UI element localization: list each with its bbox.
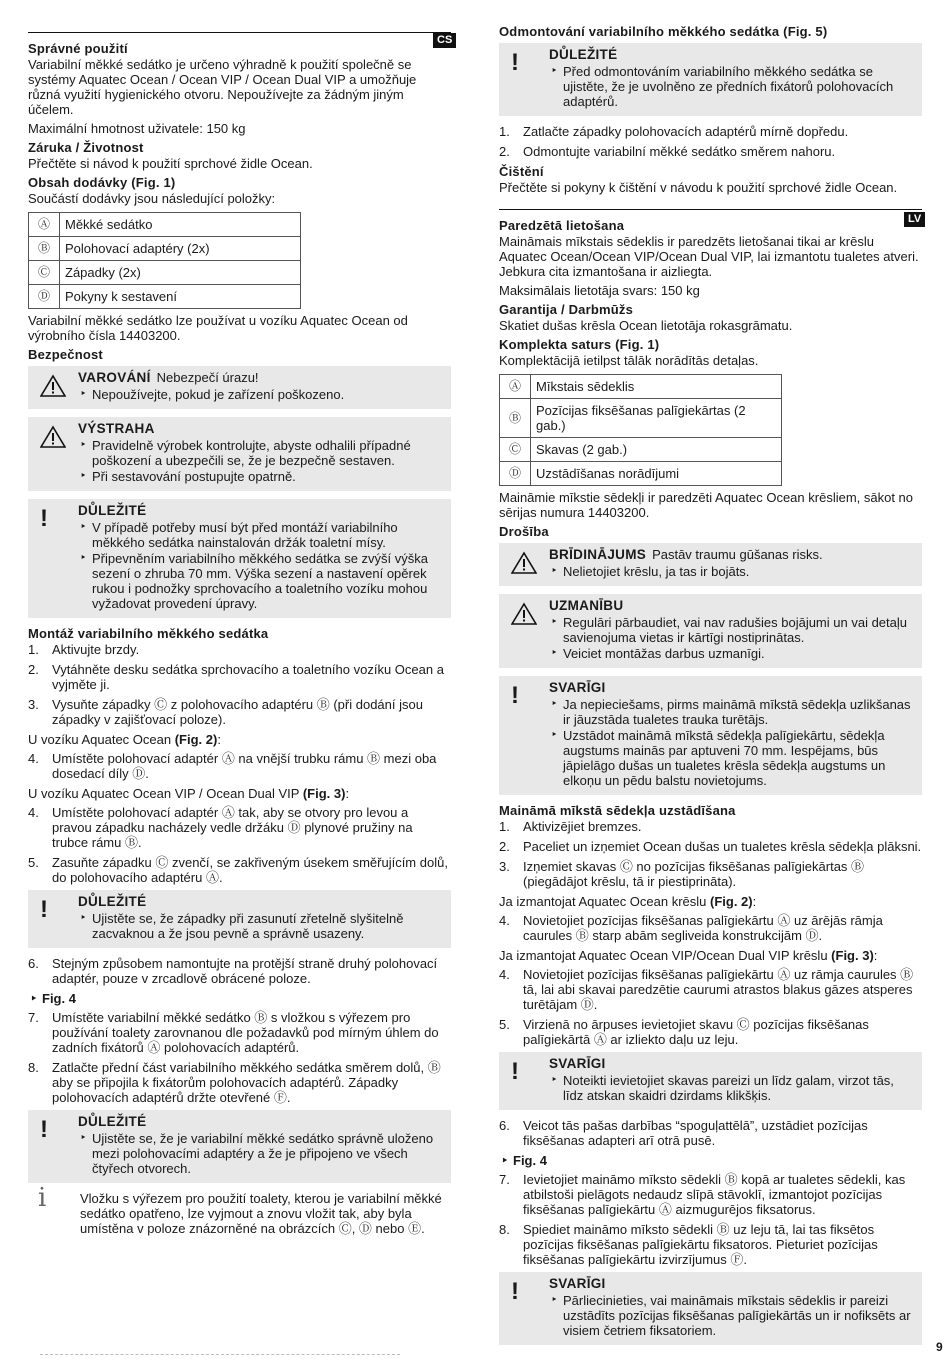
cs-heading-mount: Montáž variabilního měkkého sedátka	[28, 626, 269, 641]
list-item: ‣ Před odmontováním variabilního měkkého sedátka se ujistěte, že je uvolněno ze předních fixátorů polohovacích adaptérů.	[563, 64, 916, 109]
lv-text-use: Maināmais mīkstais sēdeklis ir paredzēts lietošanai tikai ar krēslu Aquatec Ocean/Ocean VIP/Ocean Dual VIP, lai izmantotu tualetes atveri. Jebkura cita izmantošana ir aizliegta.	[499, 234, 919, 279]
list-item	[499, 1017, 922, 1047]
page-number: 9	[936, 1340, 943, 1354]
cs-language-tag: CS	[433, 33, 456, 48]
lv-warning-note	[499, 543, 922, 586]
step-number: 4.	[499, 913, 510, 928]
step-number: 8.	[499, 1222, 510, 1237]
cs-subheading-ocean	[28, 732, 451, 747]
lv-text-warranty: Skatiet dušas krēsla Ocean lietotāja rokasgrāmatu.	[499, 318, 793, 333]
cs-heading-dismount: Odmontování variabilního měkkého sedátka (Fig. 5)	[499, 24, 828, 39]
cs-steps-6	[28, 956, 451, 986]
cs-sub-b-end: :	[345, 786, 350, 801]
cs-important-title-2: DŮLEŽITÉ	[78, 894, 147, 909]
list-item	[28, 1010, 451, 1055]
step-number: 4.	[28, 805, 39, 820]
lv-warning-title: BRĪDINĀJUMS	[549, 547, 647, 562]
lv-important-note-2	[499, 1052, 922, 1110]
lv-sub-b-fig: (Fig. 3)	[831, 948, 874, 963]
step-number: 5.	[28, 855, 39, 870]
cs-part-value: Západky (2x)	[60, 261, 301, 285]
lv-language-tag: LV	[904, 212, 925, 227]
step-text: Umístěte variabilní měkké sedátko Ⓑ s vložkou s výřezem pro používání toalety zarovnanou dle požadavků pod mírným úhlem do zadních fixátorů Ⓐ polohovacích adaptérů.	[52, 1010, 439, 1055]
lv-parts-table	[499, 374, 782, 486]
table-row	[29, 261, 301, 285]
bottom-divider	[40, 1354, 400, 1355]
list-item: ‣ Nelietojiet krēslu, ja tas ir bojāts.	[563, 564, 916, 579]
step-text: Zatlačte západky polohovacích adaptérů mírně dopředu.	[523, 124, 849, 139]
cs-part-value: Polohovací adaptéry (2x)	[60, 237, 301, 261]
lv-steps-ocean	[499, 913, 922, 943]
cs-warning-subtitle: Nebezpečí úrazu!	[156, 370, 259, 385]
step-number: 2.	[499, 144, 510, 159]
cs-part-key: Ⓐ	[29, 213, 60, 237]
cs-text-serial: Variabilní měkké sedátko lze používat u vozíku Aquatec Ocean od výrobního čísla 14403200.	[28, 313, 408, 343]
cs-part-key: Ⓑ	[29, 237, 60, 261]
lv-part-key: Ⓒ	[500, 438, 531, 462]
lv-heading-mount: Maināmā mīkstā sēdekļa uzstādīšana	[499, 803, 736, 818]
lv-part-key: Ⓑ	[500, 399, 531, 438]
lv-warning-subtitle: Pastāv traumu gūšanas risks.	[652, 547, 823, 562]
lv-subheading-vip	[499, 948, 922, 963]
cs-text-weight: Maximální hmotnost uživatele: 150 kg	[28, 121, 246, 136]
step-number: 1.	[28, 642, 39, 657]
cs-text-warranty: Přečtěte si návod k použití sprchové židle Ocean.	[28, 156, 313, 171]
list-item: ‣ Uzstādot maināmā mīkstā sēdekļa palīgiekārtu, sēdekļa augstums mainās par aptuveni 70 mm. Iespējams, būs jāpielāgo dušas un tualetes krēsla sēdekļa augstums un elkoņu un pēdu balstu novietojums.	[563, 728, 916, 788]
list-item: ‣ Pārliecinieties, vai maināmais mīkstais sēdeklis ir pareizi uzstādīts pozīcijas fiksēšanas palīgiekārtās un ir nofiksēts ar visiem četriem fiksatoriem.	[563, 1293, 916, 1338]
list-item: ‣ Ujistěte se, že je variabilní měkké sedátko správně uloženo mezi polohovacími adaptéry a že je připojeno ve všech čtyřech otvorech.	[92, 1131, 445, 1176]
table-row	[29, 285, 301, 309]
cs-info-text: Vložku s výřezem pro použití toalety, kterou je variabilní měkké sedátko opatřeno, lze vyjmout a znovu vložit tak, aby byla umístěna v poloze znázorněné na obrázcích Ⓒ, Ⓓ nebo Ⓔ.	[80, 1191, 442, 1236]
cs-subheading-vip	[28, 786, 451, 801]
list-item	[28, 956, 451, 986]
lv-part-key: Ⓓ	[500, 462, 531, 486]
lv-sub-b-text: Ja izmantojat Aquatec Ocean VIP/Ocean Dual VIP krēslu	[499, 948, 832, 963]
exclamation-icon: !	[511, 1278, 519, 1305]
list-item	[28, 662, 451, 692]
cs-mount-steps	[28, 642, 451, 727]
lv-important-title: SVARĪGI	[549, 680, 606, 695]
lv-subheading-ocean	[499, 894, 922, 909]
step-text: Virzienā no ārpuses ievietojiet skavu Ⓒ pozīcijas fiksēšanas palīgiekārtā Ⓐ ar izliekto daļu uz leju.	[523, 1017, 869, 1047]
cs-heading-safety: Bezpečnost	[28, 347, 103, 362]
lv-text-serial: Maināmie mīkstie sēdekļi ir paredzēti Aquatec Ocean krēsliem, sākot no sērijas numura 14403200.	[499, 490, 914, 520]
exclamation-icon: !	[511, 49, 519, 76]
table-row	[500, 438, 782, 462]
lv-important-title-3: SVARĪGI	[549, 1276, 606, 1291]
list-item: ‣ Regulāri pārbaudiet, vai nav radušies bojājumi un vai detaļu savienojuma vietas ir kārtīgi nostiprinātas.	[563, 615, 916, 645]
cs-parts-table	[28, 212, 301, 309]
step-number: 8.	[28, 1060, 39, 1075]
lv-text-weight: Maksimālais lietotāja svars: 150 kg	[499, 283, 700, 298]
list-item	[28, 642, 451, 657]
step-text: Ievietojiet maināmo mīksto sēdekli Ⓑ kopā ar tualetes sēdekli, kas atbilstoši pielāgots nedaudz slīpā stāvoklī, izmantojot pozīcijas fiksēšanas palīgiekārtu Ⓐ aizmugurējos fiksatorus.	[523, 1172, 906, 1217]
lv-steps-7-8	[499, 1172, 922, 1267]
table-row	[500, 462, 782, 486]
lv-caution-title: UZMANĪBU	[549, 598, 624, 613]
cs-sub-a-end: :	[217, 732, 221, 747]
step-text: Odmontujte variabilní měkké sedátko směrem nahoru.	[523, 144, 836, 159]
table-row	[500, 375, 782, 399]
step-text: Paceliet un izņemiet Ocean dušas un tualetes krēsla sēdekļa plāksni.	[523, 839, 922, 854]
exclamation-icon: !	[511, 1058, 519, 1085]
cs-steps-7-8	[28, 1010, 451, 1105]
cs-sub-b-text: U vozíku Aquatec Ocean VIP / Ocean Dual VIP	[28, 786, 303, 801]
step-number: 7.	[28, 1010, 39, 1025]
step-number: 7.	[499, 1172, 510, 1187]
cs-top-rule	[28, 32, 451, 33]
step-number: 3.	[499, 859, 510, 874]
warning-triangle-icon	[40, 374, 66, 403]
exclamation-icon: !	[511, 682, 519, 709]
cs-heading-use: Správné použití	[28, 41, 128, 56]
list-item: ‣ Při sestavování postupujte opatrně.	[92, 469, 445, 484]
step-number: 2.	[28, 662, 39, 677]
cs-caution-title: VÝSTRAHA	[78, 421, 155, 436]
step-number: 4.	[28, 751, 39, 766]
cs-part-value: Měkké sedátko	[60, 213, 301, 237]
cs-part-value: Pokyny k sestavení	[60, 285, 301, 309]
list-item	[499, 913, 922, 943]
step-text: Aktivizējiet bremzes.	[523, 819, 642, 834]
right-column	[499, 22, 922, 1353]
cs-important-note	[28, 499, 451, 618]
list-item: ‣ Ujistěte se, že západky při zasunutí zřetelně slyšitelně zacvaknou a že jsou pevně a správně usazeny.	[92, 911, 445, 941]
cs-heading-warranty: Záruka / Životnost	[28, 140, 144, 155]
step-text: Veicot tās pašas darbības “spoguļattēlā”, uzstādiet pozīcijas fiksēšanas adapteri arī otrā pusē.	[523, 1118, 868, 1148]
table-row	[29, 213, 301, 237]
cs-steps-ocean	[28, 751, 451, 781]
warning-triangle-icon	[511, 602, 537, 631]
list-item	[28, 1060, 451, 1105]
list-item	[499, 124, 922, 139]
list-item	[499, 1172, 922, 1217]
list-item	[499, 1118, 922, 1148]
list-item	[28, 697, 451, 727]
step-number: 1.	[499, 124, 510, 139]
lv-sub-b-end: :	[873, 948, 878, 963]
list-item	[499, 967, 922, 1012]
cs-fig4-label: ‣ Fig. 4	[28, 991, 451, 1006]
lv-top-rule	[499, 209, 922, 210]
step-text: Novietojiet pozīcijas fiksēšanas palīgiekārtu Ⓐ uz ārējās rāmja caurules Ⓑ starp abām segliveida konstrukcijām Ⓓ.	[523, 913, 883, 943]
cs-important-note-3	[28, 1110, 451, 1183]
czech-column	[28, 22, 451, 1240]
step-number: 2.	[499, 839, 510, 854]
cs-heading-delivery: Obsah dodávky (Fig. 1)	[28, 175, 176, 190]
list-item	[499, 1222, 922, 1267]
warning-triangle-icon	[511, 551, 537, 580]
lv-part-value: Skavas (2 gab.)	[531, 438, 782, 462]
cs-dismount-steps	[499, 124, 922, 159]
list-item	[499, 819, 922, 834]
lv-text-delivery: Komplektācijā ietilpst tālāk norādītās detaļas.	[499, 353, 759, 368]
list-item	[499, 859, 922, 889]
list-item: ‣ Veiciet montāžas darbus uzmanīgi.	[563, 646, 916, 661]
cs-part-key: Ⓓ	[29, 285, 60, 309]
step-text: Novietojiet pozīcijas fiksēšanas palīgiekārtu Ⓐ uz rāmja caurules Ⓑ tā, lai abi skavai paredzētie caurumi atrastos blakus gāzes atsperes turētājam Ⓓ.	[523, 967, 914, 1012]
list-item: ‣ Nepoužívejte, pokud je zařízení poškozeno.	[92, 387, 445, 402]
lv-steps-6	[499, 1118, 922, 1148]
lv-part-value: Uzstādīšanas norādījumi	[531, 462, 782, 486]
cs-text-delivery: Součástí dodávky jsou následující položky:	[28, 191, 276, 206]
step-number: 6.	[28, 956, 39, 971]
lv-sub-a-end: :	[752, 894, 757, 909]
step-number: 6.	[499, 1118, 510, 1133]
warning-triangle-icon	[40, 425, 66, 454]
lv-mount-steps	[499, 819, 922, 889]
cs-text-clean: Přečtěte si pokyny k čištění v návodu k použití sprchové židle Ocean.	[499, 180, 898, 195]
step-text: Aktivujte brzdy.	[52, 642, 140, 657]
cs-sub-b-fig: (Fig. 3)	[302, 786, 346, 801]
step-text: Umístěte polohovací adaptér Ⓐ na vnější trubku rámu Ⓑ mezi oba dosedací díly Ⓓ.	[52, 751, 437, 781]
lv-part-value: Pozīcijas fiksēšanas palīgiekārtas (2 gab.)	[531, 399, 782, 438]
cs-sub-a-text: U vozíku Aquatec Ocean	[28, 732, 175, 747]
list-item: ‣ V případě potřeby musí být před montáží variabilního měkkého sedátka nainstalován držák toaletní mísy.	[92, 520, 445, 550]
list-item	[499, 144, 922, 159]
list-item	[499, 839, 922, 854]
step-text: Vysuňte západky Ⓒ z polohovacího adaptéru Ⓑ (při dodání jsou západky v zajišťovací poloze).	[52, 697, 423, 727]
lv-caution-note	[499, 594, 922, 668]
cs-sub-a-fig: (Fig. 2)	[174, 732, 218, 747]
cs-important-note-4	[499, 43, 922, 116]
lv-part-value: Mīkstais sēdeklis	[531, 375, 782, 399]
lv-heading-use: Paredzētā lietošana	[499, 218, 625, 233]
step-text: Spiediet maināmo mīksto sēdekli Ⓑ uz leju tā, lai tas fiksētos pozīcijas fiksēšanas palīgiekārtu fiksatoros. Pieturiet pozīcijas fiksēšanas palīgiekārtu izvirzījumus Ⓕ.	[523, 1222, 878, 1267]
step-number: 1.	[499, 819, 510, 834]
step-text: Zatlačte přední část variabilního měkkého sedátka směrem dolů, Ⓑ aby se připojila k fixátorům polohovacích adaptérů. Západky polohovacích adaptérů držte otevřené Ⓕ.	[52, 1060, 441, 1105]
list-item	[28, 751, 451, 781]
table-row	[29, 237, 301, 261]
exclamation-icon: !	[40, 505, 48, 532]
list-item: ‣ Pravidelně výrobek kontrolujte, abyste odhalili případné poškození a ubezpečili se, že je bezpečně sestaven.	[92, 438, 445, 468]
list-item	[28, 855, 451, 885]
step-number: 4.	[499, 967, 510, 982]
cs-heading-clean: Čištění	[499, 164, 544, 179]
step-text: Vytáhněte desku sedátka sprchovacího a toaletního vozíku Ocean a vyjměte ji.	[52, 662, 444, 692]
lv-steps-vip	[499, 967, 922, 1047]
step-text: Stejným způsobem namontujte na protější straně druhý polohovací adaptér, pouze v zrcadlově obrácené poloze.	[52, 956, 438, 986]
cs-caution-note	[28, 417, 451, 491]
lv-part-key: Ⓐ	[500, 375, 531, 399]
step-text: Izņemiet skavas Ⓒ no pozīcijas fiksēšanas palīgiekārtas Ⓑ (piegādājot krēslu, tā ir piestiprināta).	[523, 859, 865, 889]
step-text: Umístěte polohovací adaptér Ⓐ tak, aby se otvory pro levou a pravou západku nacházely vedle držáku Ⓓ plynové pružiny na trubce rámu Ⓑ.	[52, 805, 413, 850]
info-icon: i	[38, 1183, 47, 1213]
cs-steps-vip	[28, 805, 451, 885]
lv-important-title-2: SVARĪGI	[549, 1056, 606, 1071]
cs-important-title: DŮLEŽITÉ	[78, 503, 147, 518]
table-row	[500, 399, 782, 438]
lv-fig4-label: ‣ Fig. 4	[499, 1153, 922, 1168]
step-text: Zasuňte západku Ⓒ zvenčí, se zakřiveným úsekem směřujícím dolů, do polohovacího adaptéru Ⓐ.	[52, 855, 448, 885]
list-item: ‣ Noteikti ievietojiet skavas pareizi un līdz galam, virzot tās, līdz atskan skaidri dzirdams klikšķis.	[563, 1073, 916, 1103]
lv-sub-a-text: Ja izmantojat Aquatec Ocean krēslu	[499, 894, 711, 909]
lv-important-note-3	[499, 1272, 922, 1345]
cs-important-note-2	[28, 890, 451, 948]
cs-part-key: Ⓒ	[29, 261, 60, 285]
lv-heading-delivery: Komplekta saturs (Fig. 1)	[499, 337, 660, 352]
exclamation-icon: !	[40, 1116, 48, 1143]
cs-important-title-3: DŮLEŽITÉ	[78, 1114, 147, 1129]
cs-warning-note	[28, 366, 451, 409]
lv-important-note	[499, 676, 922, 795]
list-item: ‣ Připevněním variabilního měkkého sedátka se zvýší výška sezení o zhruba 70 mm. Výška sezení a nastavení opěrek rukou i podnožky sprchovacího a toaletního vozíku mohou vyžadovat provedení úpravy.	[92, 551, 445, 611]
list-item: ‣ Ja nepieciešams, pirms maināmā mīkstā sēdekļa uzlikšanas ir jāuzstāda tualetes trauka turētājs.	[563, 697, 916, 727]
lv-sub-a-fig: (Fig. 2)	[710, 894, 753, 909]
lv-heading-safety: Drošība	[499, 524, 549, 539]
cs-text-use: Variabilní měkké sedátko je určeno výhradně k použití společně se systémy Aquatec Ocean / Ocean VIP / Ocean Dual VIP a umožňuje různá využití hygienického otvoru. Nepoužívejte za žádným jiným účelem.	[28, 57, 417, 117]
exclamation-icon: !	[40, 896, 48, 923]
list-item	[28, 805, 451, 850]
cs-info-note	[28, 1183, 451, 1236]
step-number: 3.	[28, 697, 39, 712]
lv-heading-warranty: Garantija / Darbmūžs	[499, 302, 634, 317]
cs-important-title-4: DŮLEŽITÉ	[549, 47, 618, 62]
step-number: 5.	[499, 1017, 510, 1032]
cs-warning-title: VAROVÁNÍ	[78, 370, 151, 385]
